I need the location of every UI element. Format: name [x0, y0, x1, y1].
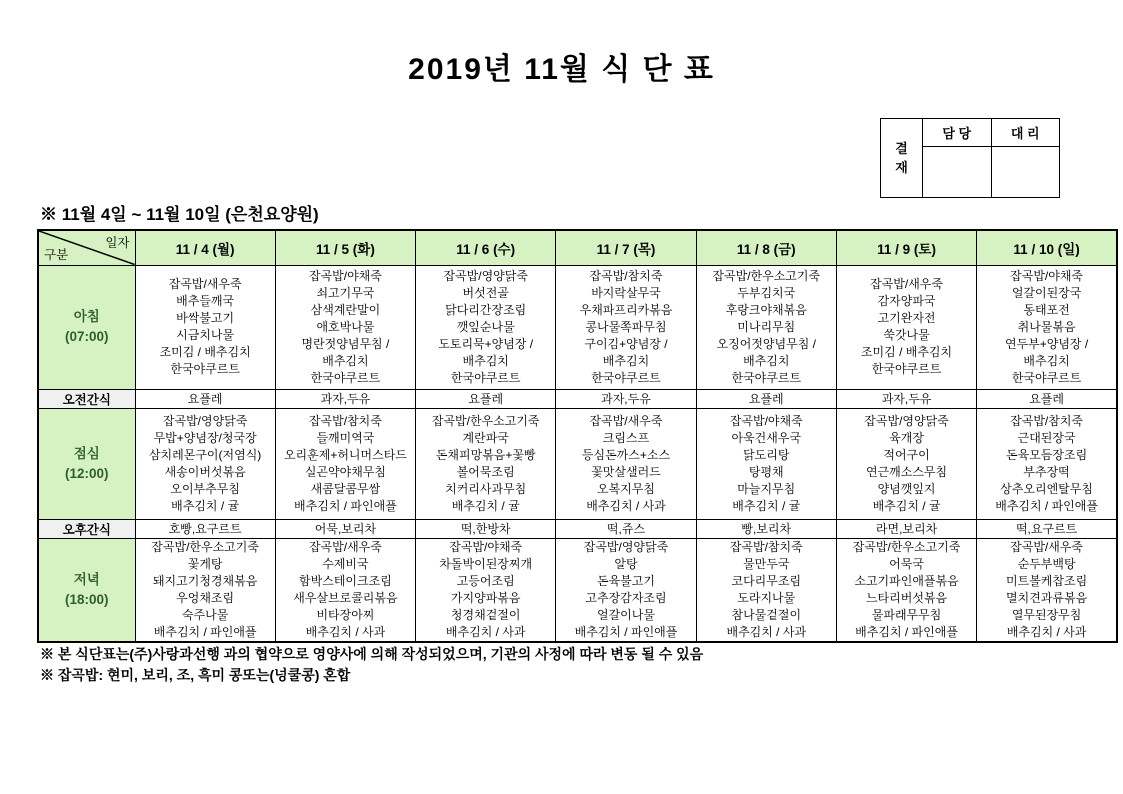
menu-item: 어묵국 — [889, 556, 924, 571]
approval-sign-cell-1 — [923, 147, 991, 197]
footnote-contract: ※ 본 식단표는(주)사랑과선행 과의 협약으로 영양사에 의해 작성되었으며, 기관의 사정에 따라 변동 될 수 있음 — [40, 646, 704, 662]
menu-item: 배추김치 — [743, 353, 790, 368]
menu-item: 가지양파볶음 — [450, 590, 521, 605]
menu-item: 고등어조림 — [456, 573, 515, 588]
menu-item: 꽃게탕 — [187, 556, 223, 571]
menu-item: 실곤약야채무침 — [304, 464, 386, 479]
menu-item: 오복지무침 — [597, 481, 655, 496]
day-header-2: 11 / 5 (화) — [275, 230, 415, 265]
menu-item: 잡곡밥/한우소고기죽 — [431, 413, 540, 428]
day-header-6: 11 / 9 (토) — [836, 230, 976, 265]
row-am-snack — [38, 389, 1117, 408]
menu-item: 배추김치 / 귤 — [171, 498, 240, 513]
menu-item: 도라지나물 — [737, 590, 796, 605]
pm-snack-day-4: 떡,쥬스 — [556, 519, 696, 538]
menu-item: 잡곡밥/새우죽 — [308, 539, 382, 554]
menu-item: 우엉채조림 — [176, 590, 235, 605]
dinner-menu-day-4 — [556, 538, 696, 642]
menu-item: 깻잎순나물 — [456, 319, 515, 334]
menu-item: 탕평채 — [748, 464, 784, 479]
menu-item: 잡곡밥/영양닭죽 — [443, 268, 528, 283]
menu-item: 숙주나물 — [181, 607, 229, 622]
menu-item: 잡곡밥/영양닭죽 — [162, 413, 248, 428]
menu-item: 감자양파국 — [877, 294, 936, 308]
menu-item: 한국야쿠르트 — [871, 362, 942, 376]
menu-item: 근대된장국 — [1017, 430, 1076, 445]
corner-label-category: 구분 — [44, 247, 69, 262]
menu-item: 순두부백탕 — [1017, 556, 1076, 571]
menu-item: 바싹불고기 — [176, 311, 235, 325]
row-label-text: 점심 — [73, 445, 100, 461]
dinner-menu-day-5 — [696, 538, 836, 642]
menu-item: 물만두국 — [743, 556, 790, 571]
breakfast-menu-day-5 — [696, 265, 836, 389]
menu-item: 배추김치 / 귤 — [872, 498, 941, 513]
approval-col-damdang: 담 당 — [942, 126, 972, 141]
menu-item: 얼갈이된장국 — [1011, 285, 1082, 300]
row-label-breakfast — [38, 265, 135, 389]
approval-label-text: 결재 — [895, 140, 908, 175]
menu-item: 잡곡밥/야채죽 — [308, 268, 382, 283]
menu-item: 도토리묵+양념장 / — [438, 336, 534, 351]
menu-item: 배추김치 / 파인애플 — [855, 624, 958, 639]
row-label-text: 저녁 — [73, 571, 100, 587]
menu-item: 꽃맛살샐러드 — [591, 464, 661, 479]
menu-item: 쑥갓나물 — [883, 328, 930, 342]
menu-item: 청경채겉절이 — [450, 607, 521, 622]
menu-item: 고기완자전 — [877, 311, 936, 325]
menu-item: 바지락살무국 — [591, 285, 661, 300]
breakfast-menu-day-3 — [416, 265, 556, 389]
menu-item: 양념깻잎지 — [877, 481, 936, 496]
day-header-4: 11 / 7 (목) — [556, 230, 696, 265]
am-snack-day-4: 과자,두유 — [556, 389, 696, 408]
row-label-time: (12:00) — [64, 465, 109, 481]
menu-item: 잡곡밥/한우소고기죽 — [712, 268, 821, 283]
menu-item: 명란젓양념무침 / — [301, 336, 390, 351]
menu-item: 잡곡밥/야채죽 — [449, 539, 523, 554]
menu-item: 잡곡밥/새우죽 — [168, 277, 242, 291]
menu-item: 닭다리간장조림 — [445, 302, 527, 317]
menu-item: 부추장떡 — [1023, 464, 1070, 479]
page-title: 2019년 11월 식 단 표 — [408, 53, 715, 86]
pm-snack-day-5: 빵,보리차 — [696, 519, 836, 538]
menu-item: 배추김치 / 사과 — [726, 624, 807, 639]
dinner-menu-day-3 — [416, 538, 556, 642]
menu-item: 잡곡밥/새우죽 — [1010, 539, 1084, 554]
menu-item: 돈육모듬장조림 — [1006, 447, 1088, 462]
menu-item: 배추김치 / 귤 — [732, 498, 801, 513]
am-snack-day-1: 요플레 — [135, 389, 275, 408]
row-dinner — [38, 538, 1117, 642]
pm-snack-day-7: 떡,요구르트 — [977, 519, 1117, 538]
day-header-1: 11 / 4 (월) — [135, 230, 275, 265]
corner-cell — [38, 230, 135, 265]
menu-item: 차돌박이된장찌개 — [439, 556, 533, 571]
menu-item: 크림스프 — [602, 430, 650, 445]
lunch-menu-day-7 — [977, 408, 1117, 519]
menu-item: 우채파프리카볶음 — [579, 302, 673, 317]
menu-item: 배추김치 — [322, 353, 369, 368]
row-label-pm-snack: 오후간식 — [38, 519, 135, 538]
breakfast-menu-day-2 — [275, 265, 415, 389]
row-label-text: 아침 — [73, 309, 100, 325]
menu-item: 한국야쿠르트 — [1011, 370, 1082, 385]
meal-plan-table — [37, 229, 1118, 643]
am-snack-day-3: 요플레 — [416, 389, 556, 408]
menu-item: 배추김치 / 사과 — [1006, 624, 1087, 639]
menu-item: 오징어젓양념무침 / — [716, 336, 816, 351]
menu-item: 잡곡밥/새우죽 — [870, 277, 943, 291]
menu-item: 배추김치 / 파인애플 — [574, 624, 678, 639]
menu-item: 잡곡밥/참치죽 — [308, 413, 382, 428]
menu-item: 잡곡밥/영양닭죽 — [864, 413, 949, 428]
menu-item: 조미김 / 배추김치 — [860, 345, 953, 359]
menu-item: 쇠고기무국 — [316, 285, 375, 300]
row-lunch — [38, 408, 1117, 519]
menu-item: 배추들깨국 — [176, 294, 235, 308]
breakfast-menu-day-6 — [836, 265, 976, 389]
menu-item: 육개장 — [889, 430, 924, 445]
menu-item: 버섯전골 — [462, 285, 509, 300]
menu-item: 고추장감자조림 — [585, 590, 667, 605]
pm-snack-day-3: 떡,한방차 — [416, 519, 556, 538]
menu-item: 두부김치국 — [737, 285, 796, 300]
menu-item: 후랑크야채볶음 — [725, 302, 807, 317]
menu-item: 애호박나물 — [316, 319, 375, 334]
menu-item: 잡곡밥/참치죽 — [729, 539, 803, 554]
menu-item: 미트볼케찹조림 — [1006, 573, 1088, 588]
pm-snack-day-1: 호빵,요구르트 — [135, 519, 275, 538]
row-label-lunch — [38, 408, 135, 519]
row-breakfast — [38, 265, 1117, 389]
row-label-am-snack: 오전간식 — [38, 389, 135, 408]
menu-item: 수제비국 — [322, 556, 369, 571]
approval-signature-row — [923, 147, 1059, 197]
week-range-subtitle: ※ 11월 4일 ~ 11월 10일 (은천요양원) — [40, 205, 319, 224]
menu-item: 잡곡밥/참치죽 — [1010, 413, 1084, 428]
menu-item: 배추김치 / 사과 — [445, 624, 526, 639]
menu-item: 비타장아찌 — [316, 607, 375, 622]
menu-item: 볼어묵조림 — [456, 464, 515, 479]
approval-box-label — [881, 119, 923, 197]
menu-item: 배추김치 — [1023, 353, 1070, 368]
menu-item: 한국야쿠르트 — [170, 362, 240, 376]
menu-item: 배추김치 / 파인애플 — [995, 498, 1098, 513]
menu-item: 계란파국 — [462, 430, 509, 445]
menu-item: 잡곡밥/영양닭죽 — [583, 539, 669, 554]
am-snack-day-7: 요플레 — [977, 389, 1117, 408]
lunch-menu-day-2 — [275, 408, 415, 519]
menu-item: 잡곡밥/새우죽 — [589, 413, 663, 428]
menu-item: 얼갈이나물 — [597, 607, 655, 622]
menu-item: 배추김치 / 귤 — [451, 498, 520, 513]
menu-item: 한국야쿠르트 — [731, 370, 802, 385]
footnote-rice: ※ 잡곡밥: 현미, 보리, 조, 흑미 콩또는(넝쿨콩) 혼합 — [40, 667, 351, 683]
am-snack-day-2: 과자,두유 — [275, 389, 415, 408]
menu-item: 연두부+양념장 / — [1004, 336, 1089, 351]
menu-item: 코다리무조림 — [731, 573, 802, 588]
breakfast-menu-day-7 — [977, 265, 1117, 389]
row-label-time: (18:00) — [64, 591, 109, 607]
menu-item: 연근깨소스무침 — [865, 464, 948, 479]
lunch-menu-day-3 — [416, 408, 556, 519]
menu-item: 상추오리엔탈무침 — [1000, 481, 1093, 496]
approval-header-row — [923, 119, 1059, 147]
menu-item: 돈채피망볶음+꽃빵 — [435, 447, 536, 462]
menu-item: 새콤달콤무쌈 — [310, 481, 381, 496]
menu-item: 배추김치 / 사과 — [586, 498, 666, 513]
dinner-menu-day-1 — [135, 538, 275, 642]
menu-item: 닭도리탕 — [743, 447, 790, 462]
menu-item: 물파래무무침 — [871, 607, 942, 622]
menu-item: 배추김치 / 파인애플 — [153, 624, 257, 639]
menu-item: 배추김치 / 파인애플 — [294, 498, 397, 513]
menu-item: 아욱건새우국 — [731, 430, 802, 445]
footnotes — [40, 644, 703, 686]
menu-item: 알탕 — [614, 556, 638, 571]
am-snack-day-5: 요플레 — [696, 389, 836, 408]
menu-item: 한국야쿠르트 — [310, 370, 381, 385]
menu-item: 잡곡밥/한우소고기죽 — [852, 539, 961, 554]
menu-item: 들깨미역국 — [316, 430, 375, 445]
lunch-menu-day-4 — [556, 408, 696, 519]
row-label-dinner — [38, 538, 135, 642]
lunch-menu-day-6 — [836, 408, 976, 519]
menu-item: 무밥+양념장/청국장 — [153, 430, 257, 445]
menu-item: 소고기파인애플볶음 — [854, 573, 959, 588]
menu-item: 등심돈까스+소스 — [581, 447, 671, 462]
table-header-row — [38, 230, 1117, 265]
menu-item: 구이김+양념장 / — [584, 336, 668, 351]
menu-item: 미나리무침 — [737, 319, 796, 334]
menu-item: 삼치레몬구이(저염식) — [148, 447, 262, 462]
menu-item: 마늘지무침 — [737, 481, 796, 496]
day-header-3: 11 / 6 (수) — [416, 230, 556, 265]
menu-item: 치커리사과무침 — [445, 481, 527, 496]
lunch-menu-day-5 — [696, 408, 836, 519]
menu-item: 한국야쿠르트 — [591, 370, 661, 385]
menu-item: 함박스테이크조림 — [299, 573, 392, 588]
row-label-time: (07:00) — [64, 329, 109, 344]
menu-item: 한국야쿠르트 — [450, 370, 521, 385]
menu-item: 잡곡밥/야채죽 — [1010, 268, 1084, 283]
approval-col-daeri: 대 리 — [991, 119, 1060, 146]
menu-item: 멸치견과류볶음 — [1006, 590, 1088, 605]
menu-item: 잡곡밥/야채죽 — [729, 413, 803, 428]
menu-item: 참나물겉절이 — [731, 607, 802, 622]
dinner-menu-day-7 — [977, 538, 1117, 642]
am-snack-day-6: 과자,두유 — [836, 389, 976, 408]
menu-item: 배추김치 — [462, 353, 509, 368]
menu-item: 느타리버섯볶음 — [865, 590, 948, 605]
day-header-5: 11 / 8 (금) — [696, 230, 836, 265]
menu-item: 오이부추무침 — [170, 481, 240, 496]
dinner-menu-day-2 — [275, 538, 415, 642]
menu-item: 새우살브로콜리볶음 — [293, 590, 398, 605]
lunch-menu-day-1 — [135, 408, 275, 519]
menu-item: 열무된장무침 — [1011, 607, 1082, 622]
menu-item: 동태포전 — [1023, 302, 1070, 317]
menu-item: 돼지고기청경채볶음 — [152, 573, 258, 588]
menu-item: 배추김치 / 사과 — [305, 624, 386, 639]
corner-label-date: 일자 — [105, 236, 130, 250]
dinner-menu-day-6 — [836, 538, 976, 642]
menu-item: 잡곡밥/한우소고기죽 — [151, 539, 259, 554]
menu-item: 조미김 / 배추김치 — [159, 345, 251, 359]
menu-item: 삼색계란말이 — [310, 302, 381, 317]
approval-columns — [923, 119, 1059, 197]
menu-item: 콩나물쪽파무침 — [585, 319, 667, 334]
approval-box — [880, 118, 1060, 198]
menu-item: 돈육불고기 — [597, 573, 655, 588]
breakfast-menu-day-1 — [135, 265, 275, 389]
menu-item: 배추김치 — [602, 353, 650, 368]
menu-item: 오리훈제+허니머스타드 — [283, 447, 407, 462]
menu-item: 적어구이 — [883, 447, 930, 462]
menu-item: 취나물볶음 — [1017, 319, 1076, 334]
pm-snack-day-2: 어묵,보리차 — [275, 519, 415, 538]
day-header-7: 11 / 10 (일) — [977, 230, 1117, 265]
row-pm-snack — [38, 519, 1117, 538]
breakfast-menu-day-4 — [556, 265, 696, 389]
approval-sign-cell-2 — [991, 147, 1060, 197]
menu-item: 시금치나물 — [176, 328, 235, 342]
menu-item: 새송이버섯볶음 — [164, 464, 246, 479]
pm-snack-day-6: 라면,보리차 — [836, 519, 976, 538]
menu-item: 잡곡밥/참치죽 — [589, 268, 663, 283]
